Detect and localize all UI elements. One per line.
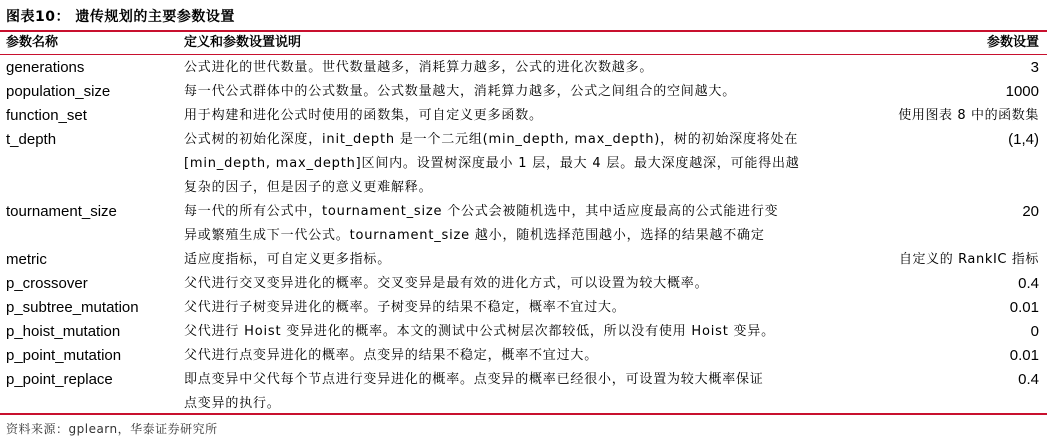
- param-description: [184, 368, 844, 416]
- param-description: [184, 56, 844, 80]
- param-name: p_hoist_mutation: [6, 323, 121, 340]
- table-row: [0, 80, 1047, 104]
- description-line: 用于构建和进化公式时使用的函数集，可自定义更多函数。: [184, 108, 543, 123]
- param-name: generations: [6, 59, 85, 76]
- table-body: [0, 56, 1047, 416]
- table-row: [0, 344, 1047, 368]
- param-description: [184, 128, 844, 200]
- description-line: 父代进行点变异进化的概率。点变异的结果不稳定，概率不宜过大。: [184, 348, 599, 363]
- param-value: 3: [1030, 59, 1039, 76]
- param-value: 1000: [1005, 83, 1039, 100]
- header-param-name: 参数名称: [6, 35, 59, 50]
- param-name: metric: [6, 251, 47, 268]
- table-row: [0, 104, 1047, 128]
- description-line: 公式进化的世代数量。世代数量越多，消耗算力越多，公式的进化次数越多。: [184, 60, 654, 75]
- param-name: p_point_mutation: [6, 347, 122, 364]
- param-name: p_crossover: [6, 275, 88, 292]
- param-description: [184, 248, 844, 272]
- param-description: [184, 344, 844, 368]
- description-line: [min_depth, max_depth]区间内。设置树深度最小 1 层，最大 4 层。最大深度越深，可能得出越: [184, 156, 800, 171]
- param-description: [184, 80, 844, 104]
- description-line: 父代进行子树变异进化的概率。子树变异的结果不稳定，概率不宜过大。: [184, 300, 626, 315]
- table-header: [0, 32, 1047, 54]
- param-name: p_point_replace: [6, 371, 113, 388]
- param-name: function_set: [6, 107, 87, 124]
- param-name: p_subtree_mutation: [6, 299, 139, 316]
- description-line: 父代进行交叉变异进化的概率。交叉变异是最有效的进化方式，可以设置为较大概率。: [184, 276, 709, 291]
- description-line: 异或繁殖生成下一代公式。tournament_size 越小，随机选择范围越小，选择的结果越不确定: [184, 228, 765, 243]
- description-line: 父代进行 Hoist 变异进化的概率。本文的测试中公式树层次都较低，所以没有使用 Hoist 变异。: [184, 324, 775, 339]
- description-line: 每一代公式群体中的公式数量。公式数量越大，消耗算力越多，公式之间组合的空间越大。: [184, 84, 737, 99]
- param-value: 0.01: [1009, 347, 1039, 364]
- param-value: (1,4): [1008, 131, 1039, 148]
- figure-title: 图表10： 遗传规划的主要参数设置: [6, 9, 235, 25]
- table-row: [0, 296, 1047, 320]
- param-value: 自定义的 RankIC 指标: [898, 252, 1039, 267]
- param-name: t_depth: [6, 131, 57, 148]
- bottom-rule: [0, 413, 1047, 415]
- description-line: 复杂的因子，但是因子的意义更难解释。: [184, 180, 433, 195]
- description-line: 每一代的所有公式中，tournament_size 个公式会被随机选中，其中适应度最高的公式能进行变: [184, 204, 779, 219]
- table-row: [0, 272, 1047, 296]
- table-row: [0, 128, 1047, 200]
- param-name: population_size: [6, 83, 111, 100]
- param-value: 20: [1022, 203, 1039, 220]
- header-param-value: 参数设置: [986, 35, 1039, 50]
- table-row: [0, 320, 1047, 344]
- param-description: [184, 320, 844, 344]
- table-row: [0, 368, 1047, 416]
- param-value: 使用图表 8 中的函数集: [898, 108, 1039, 123]
- param-description: [184, 104, 844, 128]
- param-value: 0: [1030, 323, 1039, 340]
- table-row: [0, 200, 1047, 248]
- header-definition: 定义和参数设置说明: [184, 35, 302, 50]
- source-note: 资料来源：gplearn，华泰证券研究所: [6, 422, 218, 436]
- param-value: 0.4: [1018, 371, 1039, 388]
- description-line: 适应度指标，可自定义更多指标。: [184, 252, 392, 267]
- param-description: [184, 296, 844, 320]
- description-line: 即点变异中父代每个节点进行变异进化的概率。点变异的概率已经很小，可设置为较大概率保证: [184, 372, 764, 387]
- header-rule: [0, 54, 1047, 55]
- param-description: [184, 200, 844, 248]
- table-row: [0, 56, 1047, 80]
- param-value: 0.01: [1009, 299, 1039, 316]
- description-line: 点变异的执行。: [184, 396, 281, 411]
- param-name: tournament_size: [6, 203, 117, 220]
- param-value: 0.4: [1018, 275, 1039, 292]
- param-description: [184, 272, 844, 296]
- table-row: [0, 248, 1047, 272]
- description-line: 公式树的初始化深度，init_depth 是一个二元组(min_depth, max_depth)，树的初始深度将处在: [184, 132, 799, 147]
